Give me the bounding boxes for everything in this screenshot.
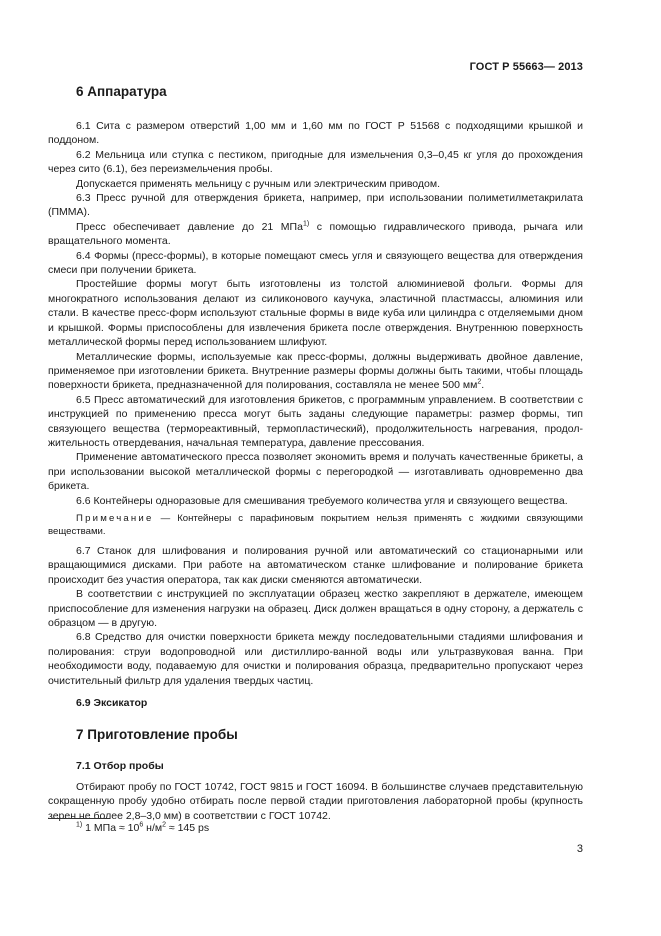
footnote-text-1: 1 МПа ≈ 10 — [82, 822, 140, 834]
paragraph-6-5: 6.5 Пресс автоматический для изготовления брикетов, с программным управлением. В соответствии с инструкцией по применению пресса могут быть заданы следующие параметры: размер формы, тип связующего вещества (термореактивный, термопластический), продолжительность нагревания, продол-жительность отвердевания, начальная температура, давление прессования. — [48, 393, 583, 449]
pressure-text-cont: с помощью гидравлического привода, рычага или вращательного момента. — [48, 220, 583, 248]
subsection-7-1-title: 7.1 Отбор пробы — [76, 760, 164, 773]
paragraph-6-4-metal-forms — [48, 350, 583, 393]
note-text: — Контейнеры с парафиновым покрытием нельзя применять с жидкими связующими веществами. — [48, 512, 583, 538]
paragraph-6-2: 6.2 Мельница или ступка с пестиком, пригодные для измельчения 0,3–0,45 кг угля до прохождения через сито (6.1), без переизмельчения пробы. — [48, 148, 583, 176]
subsection-6-9-title: 6.9 Эксикатор — [76, 697, 148, 710]
footnote-divider — [48, 818, 110, 819]
footnote-marker: 1) — [76, 821, 83, 829]
page-number: 3 — [576, 843, 583, 855]
footnote-ref: 1) — [302, 220, 310, 228]
paragraph-6-6: 6.6 Контейнеры одноразовые для смешивания требуемого количества угля и связующего вещества. — [76, 494, 568, 507]
square-sup: 2 — [477, 378, 482, 386]
paragraph-6-2-note: Допускается применять мельницу с ручным или электрическим приводом. — [76, 177, 441, 190]
paragraph-6-1: 6.1 Сита с размером отверстий 1,00 мм и 1,60 мм по ГОСТ Р 51568 с подходящими крышкой и поддоном. — [48, 120, 583, 147]
paragraph-6-7-holder: В соответствии с инструкцией по эксплуатации образец жестко закрепляют в держателе, имеющем приспособление для изменения нагрузки на образец. Диск должен вращаться в одну сторону, а держатель с образцом — в другую. — [48, 588, 583, 629]
paragraph-6-4-simple-forms: Простейшие формы могут быть изготовлены из толстой алюминиевой фольги. Формы для многократного использования делают из силиконового каучука, эластичной пластмассы, алюминия или стали. В качестве пресс-форм используют стальные формы в виде куба или цилиндра с отделяемыми дном и крышкой. Формы приспособлены для извлечения брикета после отверждения. Внутреннюю поверхность металлической формы перед использованием шлифуют. — [48, 278, 583, 349]
footnote-text-2: н/м — [143, 822, 163, 834]
metal-forms-end: . — [481, 379, 485, 392]
footnote-sup-1: 6 — [139, 821, 144, 829]
pressure-text: Пресс обеспечивает давление до 21 МПа — [76, 220, 303, 233]
section-6-title: 6 Аппаратура — [76, 84, 167, 99]
standard-code-header: ГОСТ Р 55663— 2013 — [469, 61, 583, 73]
footnote-sup-2: 2 — [162, 821, 166, 829]
metal-forms-text: Металлические формы, используемые как пресс-формы, должны выдерживать двойное давление, применяемое при изготовлении брикета. Внутренние размеры формы должны быть такими, чтобы площадь поверхности брикета, предназначенной для полирования, составляла не менее 500 мм — [48, 350, 583, 392]
paragraph-6-5-auto-press: Применение автоматического пресса позволяет экономить время и получать качественные брикеты, а при использовании высокой металлической формы с перегородкой — изготавливать одновременно два брикета. — [48, 451, 583, 493]
footnote — [76, 822, 209, 834]
paragraph-6-7: 6.7 Станок для шлифования и полирования ручной или автоматический со стационарными или вращающимися дисками. При работе на автоматическом станке шлифование и полирование брикета происходит без участия оператора, так как диски сменяются автоматически. — [48, 544, 583, 586]
paragraph-6-3: 6.3 Пресс ручной для отверждения брикета, например, при использовании полиметилметакрилата (ПММА). — [48, 192, 583, 219]
note — [48, 512, 583, 539]
paragraph-6-4: 6.4 Формы (пресс-формы), в которые помещают смесь угля и связующего вещества для отверждения смеси при получении брикета. — [48, 249, 583, 277]
section-7-title: 7 Приготовление пробы — [76, 727, 238, 743]
paragraph-6-8: 6.8 Средство для очистки поверхности брикета между последовательными стадиями шлифования и полирования: струи водопроводной или дистиллиро-ванной воды или ультразвуковая ванна. При необходимости воду, подаваемую для очистки и полирования образца, предварительно пропускают через очистительный фильтр для удаления твердых частиц. — [48, 631, 583, 687]
note-label: Примечание — [76, 512, 154, 524]
page-content — [48, 84, 583, 823]
footnote-text-3: ≈ 145 ps — [166, 822, 210, 834]
paragraph-6-3-pressure — [48, 220, 583, 249]
paragraph-7-1: Отбирают пробу по ГОСТ 10742, ГОСТ 9815 и ГОСТ 16094. В большинстве случаев представительную сокращенную пробу удобно отбирать после первой стадии приготовления лабораторной пробы (крупность зерен не более 2,8–3,0 мм) в соответствии с ГОСТ 10742. — [48, 781, 583, 822]
